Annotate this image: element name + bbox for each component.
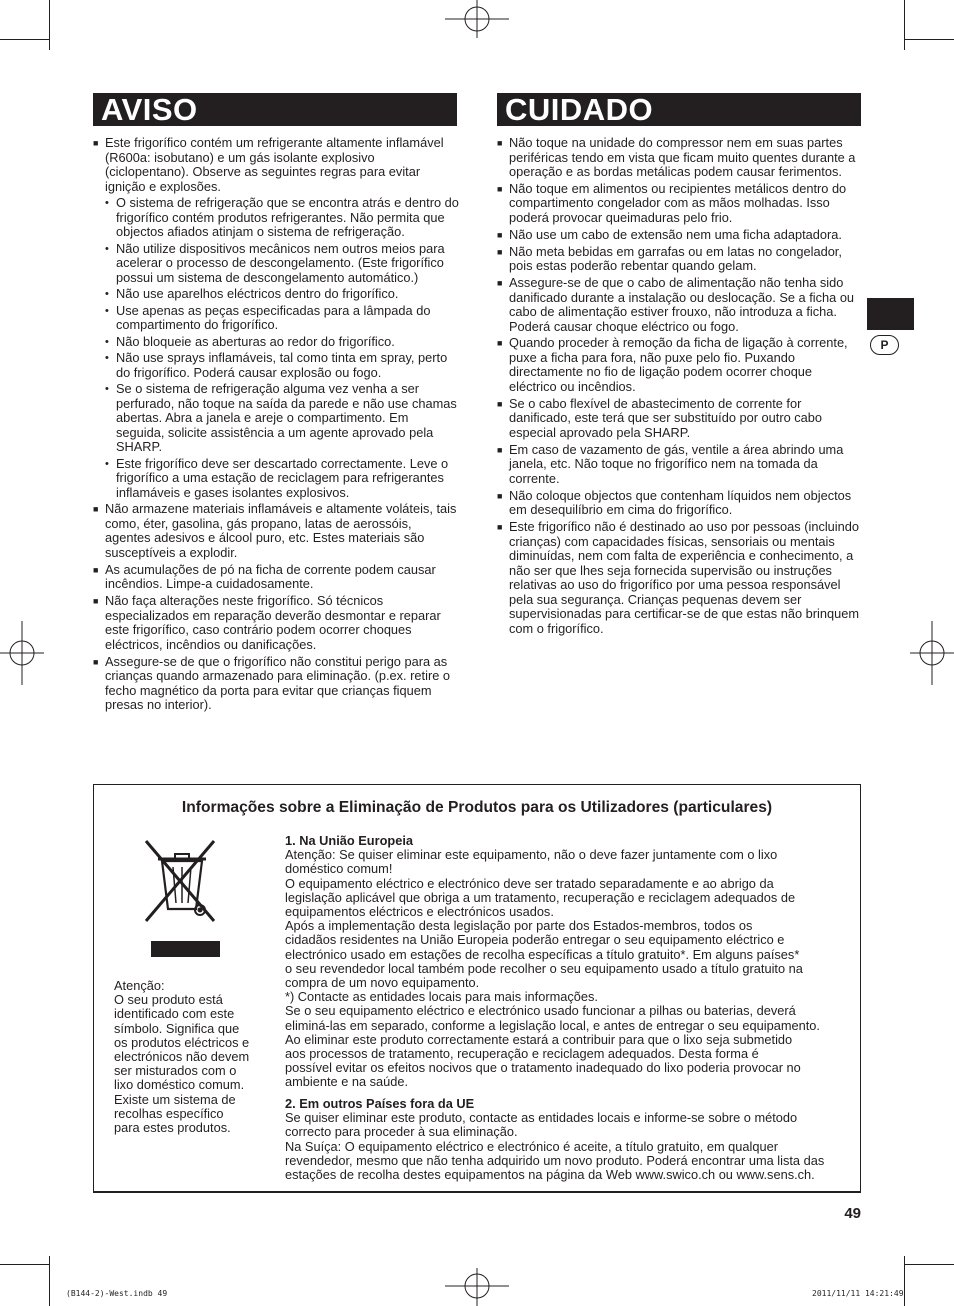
eu-section [285,834,850,1090]
non-eu-section-line: Na Suíça: O equipamento eléctrico e electrónico é aceite, a título gratuito, em qualquer [285,1138,778,1154]
eu-section-line: Após a implementação desta legislação por parte dos Estados-membros, todos os [285,918,753,934]
symbol-note-line: símbolo. Significa que [114,1020,240,1036]
symbol-note-line: lixo doméstico comum. [114,1077,245,1093]
eu-section-line: aos processos de tratamento, recuperação e reciclagem adequados. Desta forma é [285,1046,759,1062]
non-eu-section-line: Se quiser eliminar este produto, contacte as entidades locais e informe-se sobre o método [285,1110,798,1126]
non-eu-section [285,1097,850,1182]
eu-section-line: legislação aplicável que obriga a um tratamento, recuperação e reciclagem adequados de [285,889,796,905]
aviso-subitem: • Este frigorífico deve ser descartado correctamente. Leve o frigorífico a uma estação de reciclagem para refrigerantes inflamáveis e gases isolantes explosivos. [93,457,459,501]
non-eu-section-text [285,1111,850,1182]
aviso-subitem: • Use apenas as peças especificadas para a lâmpada do compartimento do frigorífico. [93,304,459,333]
eu-section-line: Atenção: Se quiser eliminar este equipamento, não o deve fazer juntamente com o lixo [285,847,778,863]
cuidado-item: ■ Não coloque objectos que contenham líquidos nem objectos em desequilíbrio em cima do frigorífico. [497,489,863,518]
disposal-info-box [93,784,861,1193]
aviso-list [93,136,459,715]
symbol-note-line: identificado com este [114,1006,235,1022]
eu-section-text [285,848,850,1089]
eu-section-line: Se o seu equipamento eléctrico e electrónico usado funcionar a pilhas ou baterias, deverá [285,1003,796,1019]
eu-section-line: o seu revendedor local também pode recolher o seu equipamento usado a título gratuito na [285,960,803,976]
footer-file: (B144-2)-West.indb 49 [66,1289,168,1298]
non-eu-section-line: estações de recolha destes equipamentos na página da Web www.swico.ch ou www.sens.ch. [285,1167,815,1183]
language-badge: P [870,335,899,355]
disposal-title: Informações sobre a Eliminação de Produtos para os Utilizadores (particulares) [181,799,773,816]
symbol-note-line: recolhas específico [114,1105,224,1121]
non-eu-section-line: correcto para proceder à sua eliminação. [285,1124,518,1140]
eu-section-line: possível evitar os efeitos nocivos que o tratamento inadequado do lixo poderia provocar no [285,1060,801,1076]
aviso-item: ■ Não armazene materiais inflamáveis e altamente voláteis, tais como, éter, gasolina, gás propano, latas de aerossóis, agentes adesivos e álcool puro, etc. Estes materiais são susceptíveis a explodir. [93,502,459,560]
eu-section-line: equipamentos eléctricos e electrónicos usados. [285,904,554,920]
non-eu-section-title: 2. Em outros Países fora da UE [285,1096,475,1111]
aviso-item: ■ As acumulações de pó na ficha de corrente podem causar incêndios. Limpe-a cuidadosamente. [93,563,459,592]
symbol-note [114,979,274,1135]
aviso-subitem: • Se o sistema de refrigeração alguma vez venha a ser perfurado, não toque na saída da parede e não use chamas abertas. Abra a janela e areje o compartimento. Em seguida, solicite assistência a um agente aprovado pela SHARP. [93,382,459,455]
eu-section-title: 1. Na União Europeia [285,833,414,848]
aviso-item: ■ Este frigorífico contém um refrigerante altamente inflamável (R600a: isobutano) e um gás isolante explosivo (ciclopentano). Observe as seguintes regras para evitar ignição e explosões. [93,136,459,194]
cuidado-item: ■ Se o cabo flexível de abastecimento de corrente for danificado, este terá que ser substituído por outro cabo especial aprovado pela SHARP. [497,397,863,441]
symbol-note-line: ser misturados com o [114,1063,237,1079]
aviso-item: ■ Assegure-se de que o frigorífico não constitui perigo para as crianças quando armazenado para eliminação. (p.ex. retire o fecho magnético da porta para evitar que crianças fiquem presas no interior). [93,655,459,713]
eu-section-line: compra de um novo equipamento. [285,975,480,991]
non-eu-section-line: revendedor, mesmo que não tenha adquirido um novo produto. Poderá encontrar uma lista das [285,1152,825,1168]
eu-section-line: doméstico comum! [285,861,393,877]
language-tab [867,298,914,330]
aviso-subitem: • O sistema de refrigeração que se encontra atrás e dentro do frigorífico contém produtos refrigerantes. Não permita que objectos afiados atinjam o sistema de refrigeração. [93,196,459,240]
page-number: 49 [844,1205,861,1222]
crossed-out-bin-icon [140,835,220,963]
aviso-subitem: • Não bloqueie as aberturas ao redor do frigorífico. [93,335,459,350]
eu-section-line: *) Contacte as entidades locais para mais informações. [285,989,598,1005]
cuidado-item: ■ Assegure-se de que o cabo de alimentação não tenha sido danificado durante a instalação ou deslocação. Se a ficha ou cabo de alimentação estiver frouxo, não introduza a ficha. Poderá causar choque eléctrico ou fogo. [497,276,863,334]
aviso-subitem: • Não utilize dispositivos mecânicos nem outros meios para acelerar o processo de descongelamento. (Este frigorífico possui um sistema de descongelamento automático.) [93,242,459,286]
cuidado-item: ■ Não toque na unidade do compressor nem em suas partes periféricas tendo em vista que ficam muito quentes durante a operação e as bordas metálicas podem causar ferimentos. [497,136,863,180]
aviso-subitem: • Não use sprays inflamáveis, tal como tinta em spray, perto do frigorífico. Poderá causar explosão ou fogo. [93,351,459,380]
eu-section-line: Ao eliminar este produto correctamente estará a contribuir para que o lixo seja submetido [285,1031,793,1047]
cuidado-item: ■ Não use um cabo de extensão nem uma ficha adaptadora. [497,228,863,243]
symbol-note-line: para estes produtos. [114,1120,231,1136]
cuidado-list [497,136,863,638]
symbol-note-line: Existe um sistema de [114,1091,236,1107]
eu-section-line: eliminá-las em separado, conforme a legislação local, e antes de entregar o seu equipamento. [285,1017,820,1033]
footer-timestamp: 2011/11/11 14:21:49 [812,1289,904,1298]
cuidado-item: ■ Não meta bebidas em garrafas ou em latas no congelador, pois estas poderão rebentar quando gelam. [497,245,863,274]
eu-section-line: cidadãos residentes na União Europeia poderão entregar o seu equipamento eléctrico e [285,932,785,948]
cuidado-item: ■ Em caso de vazamento de gás, ventile a área abrindo uma janela, etc. Não toque no frigorífico nem na tomada da corrente. [497,443,863,487]
cuidado-item: ■ Quando proceder à remoção da ficha de ligação à corrente, puxe a ficha para fora, não puxe pelo fio. Puxando directamente no fio de ligação podem ocorrer choque eléctrico ou incêndios. [497,336,863,394]
aviso-subitem: • Não use aparelhos eléctricos dentro do frigorífico. [93,287,459,302]
symbol-note-line: os produtos eléctricos e [114,1034,250,1050]
symbol-note-line: Atenção: [114,978,165,993]
cuidado-item: ■ Não toque em alimentos ou recipientes metálicos dentro do compartimento congelador com as mãos molhadas. Isso poderá provocar queimaduras pelo frio. [497,182,863,226]
aviso-heading: AVISO [93,93,457,126]
eu-section-line: electrónico usado em estações de recolha específicas a título gratuito*. Em alguns países* [285,946,800,962]
eu-section-line: O equipamento eléctrico e electrónico deve ser tratado separadamente e ao abrigo da [285,875,774,891]
eu-section-line: ambiente e na saúde. [285,1074,409,1090]
cuidado-heading: CUIDADO [497,93,861,126]
cuidado-item: ■ Este frigorífico não é destinado ao uso por pessoas (incluindo crianças) com capacidades físicas, sensoriais ou mentais diminuídas, nem com falta de experiência e conhecimento, a não ser que lhes seja fornecida supervisão ou instruções relativas ao uso do frigorífico por uma pessoa responsável pela sua segurança. Crianças pequenas devem ser supervisionadas para certificar-se de que estas não brinquem com o frigorífico. [497,520,863,636]
symbol-note-line: O seu produto está [114,992,223,1008]
symbol-note-line: electrónicos não devem [114,1049,250,1065]
aviso-item: ■ Não faça alterações neste frigorífico. Só técnicos especializados em reparação deverão desmontar e reparar este frigorífico, caso contrário podem ocorrer choques eléctricos, incêndios ou danificações. [93,594,459,652]
